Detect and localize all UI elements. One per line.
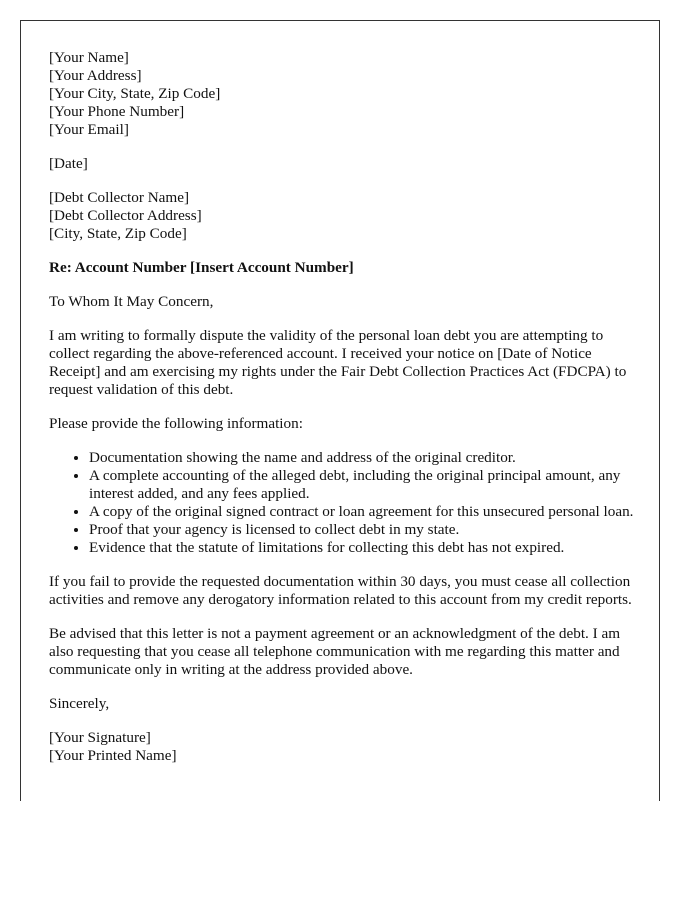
list-item: • A copy of the original signed contract or loan agreement for this unsecured personal loan. [89,503,639,521]
sender-city-state-zip: [Your City, State, Zip Code] [49,85,221,102]
letter-content [49,49,639,765]
request-lead: Please provide the following information: [49,415,303,432]
letter-date: [Date] [49,155,88,172]
sender-phone: [Your Phone Number] [49,103,185,120]
list-item: • A complete accounting of the alleged debt, including the original principal amount, any interest added, and any fees applied. [89,467,639,503]
subject-line: Re: Account Number [Insert Account Number] [49,259,354,276]
recipient-city-state-zip: [City, State, Zip Code] [49,225,187,242]
recipient-address: [Debt Collector Address] [49,207,202,224]
printed-name: [Your Printed Name] [49,747,177,764]
consequence-paragraph: If you fail to provide the requested documentation within 30 days, you must cease all collection activities and remove any derogatory information related to this account from my credit reports. [49,573,632,608]
recipient-address-block [49,189,639,243]
closing: Sincerely, [49,695,110,712]
sender-address: [Your Address] [49,67,142,84]
advisory-paragraph: Be advised that this letter is not a payment agreement or an acknowledgment of the debt. I am also requesting that you cease all telephone communication with me regarding this matter and communicate only in writing at the address provided above. [49,625,621,678]
signature: [Your Signature] [49,729,151,746]
list-item: • Proof that your agency is licensed to collect debt in my state. [89,521,639,539]
list-item: • Documentation showing the name and address of the original creditor. [89,449,639,467]
intro-paragraph: I am writing to formally dispute the validity of the personal loan debt you are attempting to collect regarding the above-referenced account. I received your notice on [Date of Notice Receipt] and am exercising my rights under the Fair Debt Collection Practices Act (FDCPA) to request validation of this debt. [49,327,627,398]
sender-address-block [49,49,639,139]
recipient-name: [Debt Collector Name] [49,189,190,206]
salutation: To Whom It May Concern, [49,293,214,310]
list-item: • Evidence that the statute of limitations for collecting this debt has not expired. [89,539,639,557]
signature-block [49,729,639,765]
request-list [49,449,639,557]
sender-name: [Your Name] [49,49,129,66]
sender-email: [Your Email] [49,121,129,138]
letter-page [20,20,660,801]
